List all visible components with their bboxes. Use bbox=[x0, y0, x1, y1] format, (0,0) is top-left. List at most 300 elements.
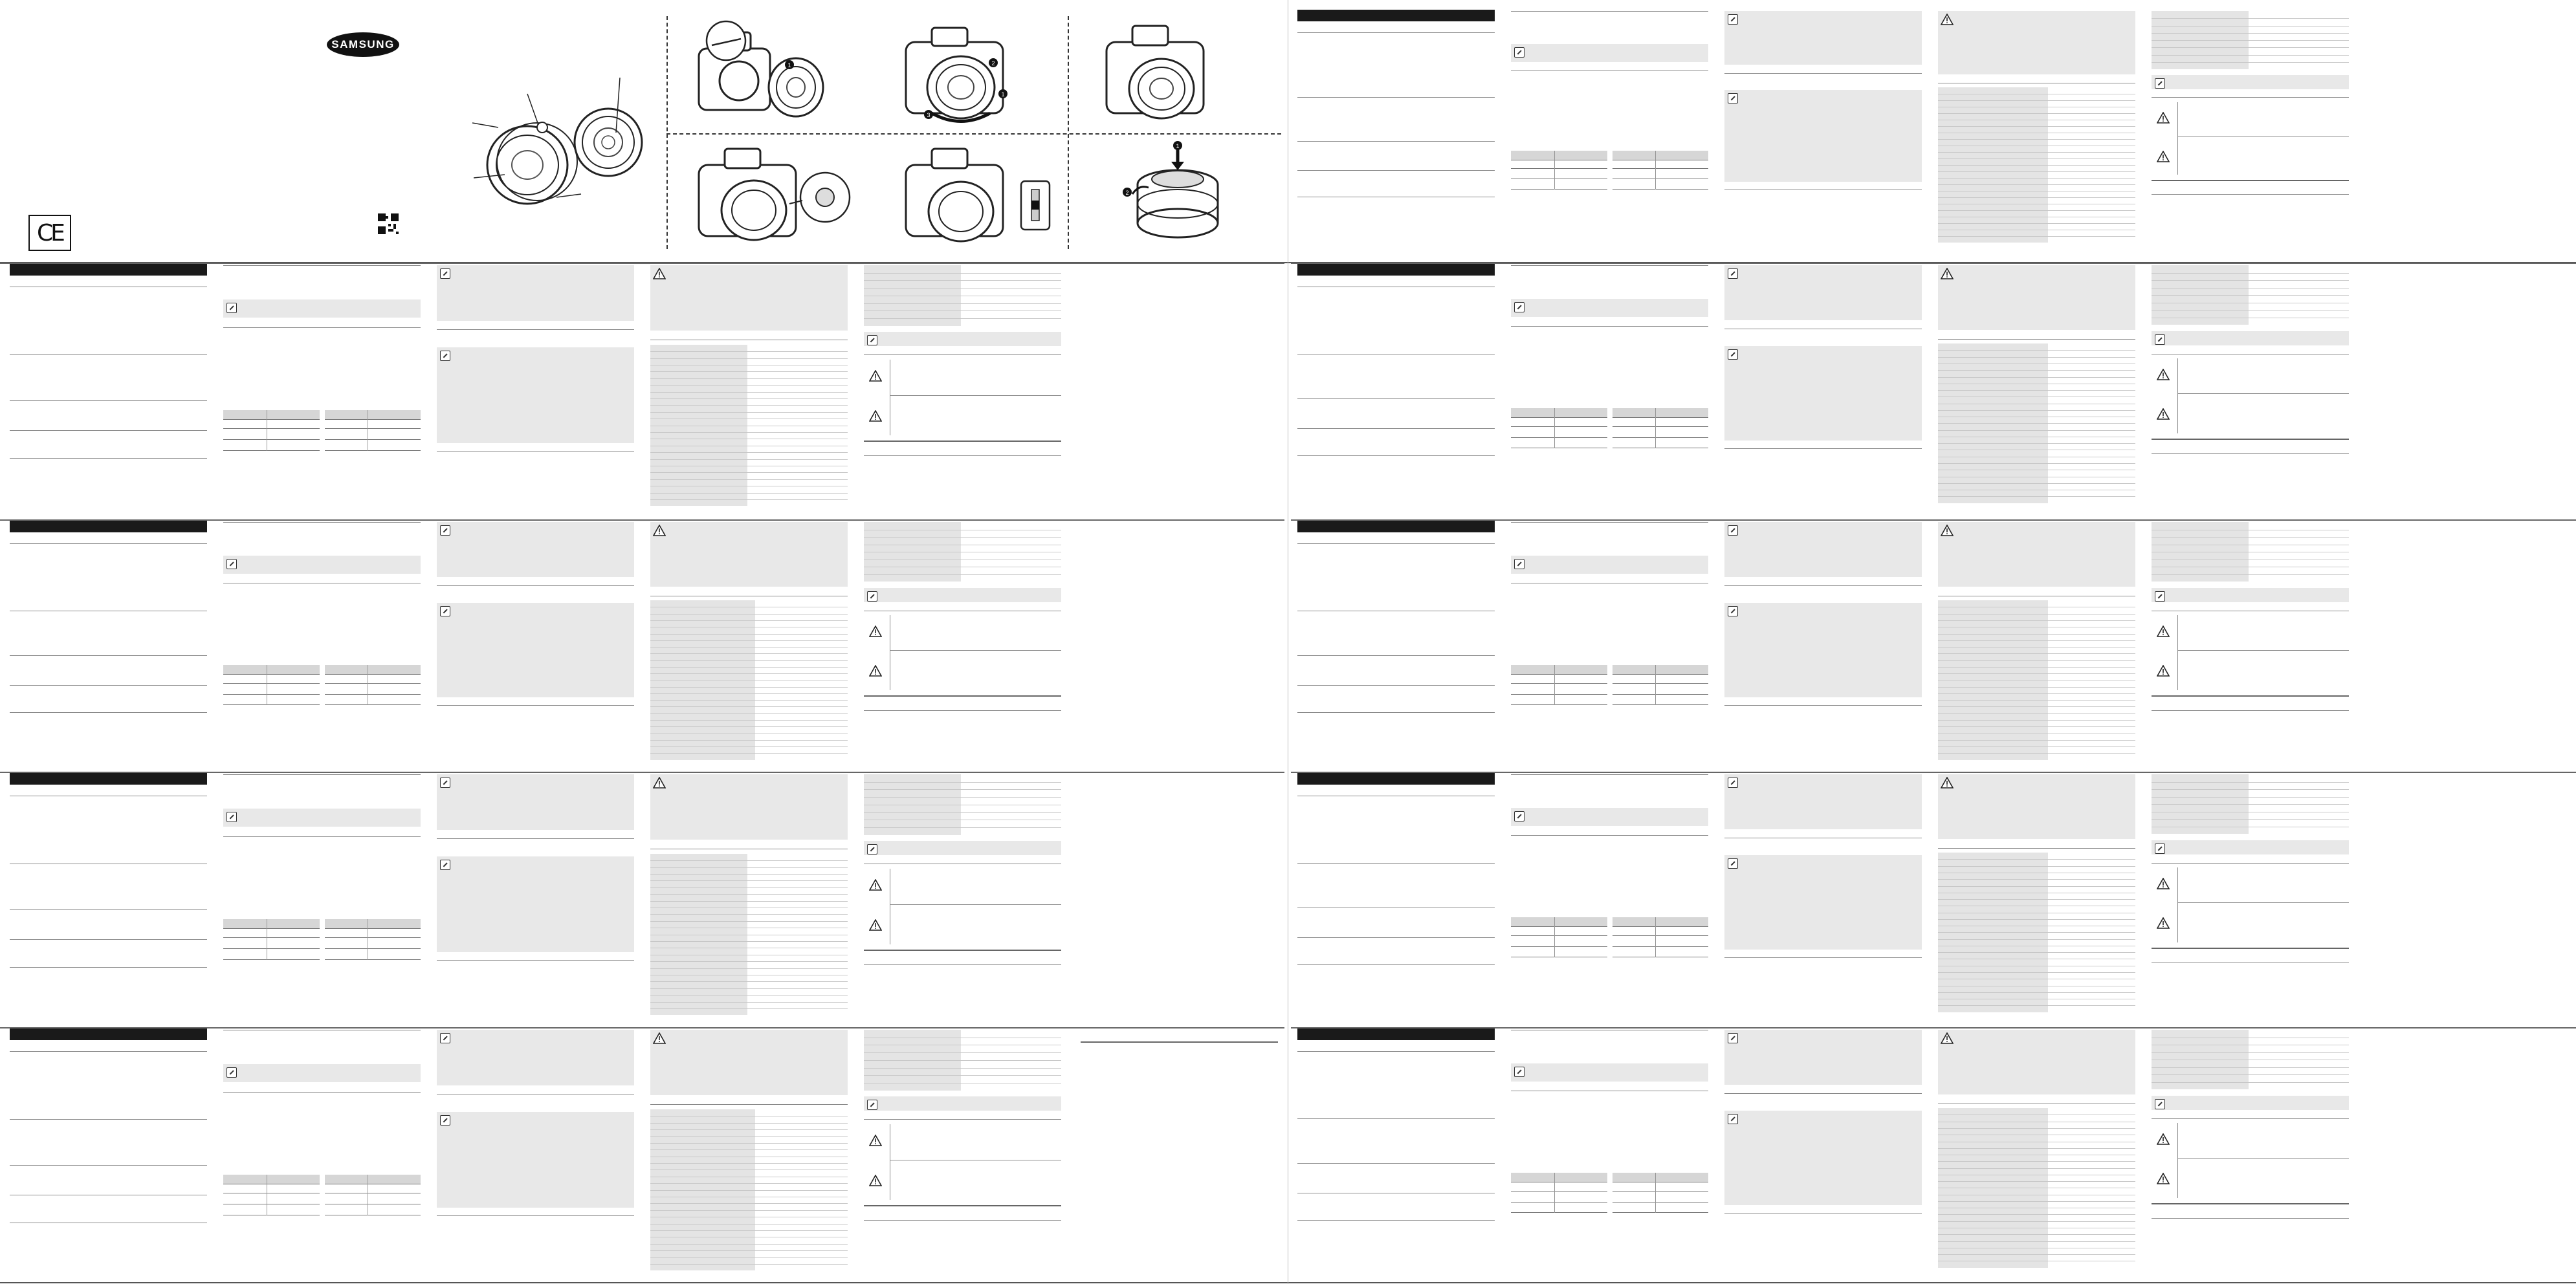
spec-table bbox=[650, 345, 848, 506]
panel-rule bbox=[223, 327, 421, 328]
spec-row-line bbox=[650, 392, 848, 393]
samsung-logo-text: SAMSUNG bbox=[331, 38, 395, 50]
table-line bbox=[1613, 189, 1709, 190]
caution-box bbox=[650, 774, 848, 840]
panel-rule bbox=[2152, 1203, 2349, 1204]
panel-rule bbox=[1938, 339, 2135, 340]
note-box bbox=[2152, 1096, 2349, 1110]
spec-row-line bbox=[2152, 47, 2349, 48]
spec-row-line bbox=[650, 634, 848, 635]
spec-row-line bbox=[1938, 660, 2135, 661]
warning-triangle-icon bbox=[2157, 408, 2170, 420]
panel-rule bbox=[1291, 1027, 2576, 1028]
spec-table bbox=[1938, 343, 2135, 503]
panel-rule bbox=[1297, 937, 1495, 938]
spec-row-line bbox=[1938, 158, 2135, 159]
table-line bbox=[223, 959, 320, 960]
spec-row-line bbox=[650, 1257, 848, 1258]
step-marker: 2 bbox=[991, 60, 995, 67]
note-box bbox=[1511, 44, 1708, 62]
spec-row-line bbox=[2152, 295, 2349, 296]
spec-row-line bbox=[650, 961, 848, 962]
panel-rule bbox=[1511, 265, 1708, 266]
warning-triangle-icon bbox=[869, 626, 882, 637]
section-title-bar bbox=[1297, 10, 1495, 21]
spec-row-line bbox=[1938, 740, 2135, 741]
spec-row-line bbox=[1938, 919, 2135, 920]
panel-rule bbox=[864, 964, 1061, 965]
warning-triangle-icon bbox=[1941, 14, 1954, 25]
table-line bbox=[223, 937, 320, 938]
table-header bbox=[1613, 151, 1709, 160]
spec-row-line bbox=[1938, 1168, 2135, 1169]
panel-rule bbox=[1291, 519, 2576, 521]
spec-row-line bbox=[650, 371, 848, 372]
warning-triangle-icon bbox=[2157, 1173, 2170, 1184]
warning-triangle-icon bbox=[869, 410, 882, 422]
spec-row-line bbox=[1938, 1128, 2135, 1129]
note-box bbox=[2152, 331, 2349, 345]
warning-triangle-icon bbox=[2157, 878, 2170, 889]
spec-row-line bbox=[1938, 1254, 2135, 1255]
spec-row-line bbox=[1938, 430, 2135, 431]
note-icon bbox=[2155, 591, 2165, 602]
caution-box bbox=[1938, 1030, 2135, 1094]
note-icon bbox=[1728, 1114, 1738, 1124]
table-line bbox=[1613, 168, 1709, 169]
table-line bbox=[223, 674, 320, 675]
spec-row-line bbox=[1938, 357, 2135, 358]
ce-mark: CE bbox=[28, 215, 71, 251]
note-icon bbox=[1728, 268, 1738, 279]
spec-row-line bbox=[1938, 879, 2135, 880]
note-icon bbox=[1514, 47, 1525, 58]
panel-rule bbox=[2177, 393, 2349, 394]
spec-row-line bbox=[650, 378, 848, 379]
spec-row-line bbox=[1938, 1221, 2135, 1222]
panel-rule bbox=[1297, 455, 1495, 456]
panel-rule bbox=[1297, 863, 1495, 864]
spec-row-line bbox=[650, 1183, 848, 1184]
note-box bbox=[864, 332, 1061, 346]
note-box bbox=[2152, 840, 2349, 854]
spec-row-line bbox=[864, 797, 1061, 798]
note-icon bbox=[1728, 606, 1738, 616]
spec-row-line bbox=[2152, 537, 2349, 538]
panel-rule bbox=[864, 441, 1061, 442]
note-icon bbox=[1728, 14, 1738, 25]
table-line bbox=[325, 959, 421, 960]
spec-row-line bbox=[650, 726, 848, 727]
table-line bbox=[325, 704, 421, 705]
spec-row-line bbox=[650, 1203, 848, 1204]
spec-row-line bbox=[650, 1264, 848, 1265]
spec-row-line bbox=[650, 1008, 848, 1009]
table-line bbox=[223, 928, 320, 929]
panel-rule bbox=[1297, 170, 1495, 171]
table-line bbox=[325, 937, 421, 938]
spec-row-line bbox=[864, 280, 1061, 281]
note-icon bbox=[1514, 302, 1525, 312]
caution-divider bbox=[2177, 102, 2178, 175]
table-line bbox=[1511, 674, 1607, 675]
spec-row-line bbox=[650, 700, 848, 701]
table-header bbox=[1613, 665, 1709, 674]
spec-row-line bbox=[1938, 126, 2135, 127]
spec-row-line bbox=[650, 620, 848, 621]
panel-rule bbox=[890, 650, 1061, 651]
warning-triangle-icon bbox=[869, 919, 882, 931]
panel-rule bbox=[2177, 902, 2349, 903]
note-box bbox=[437, 347, 634, 443]
spec-row-line bbox=[1938, 726, 2135, 727]
caution-box bbox=[1938, 11, 2135, 74]
spec-table bbox=[2152, 522, 2349, 582]
spec-row-line bbox=[1938, 753, 2135, 754]
spec-row-line bbox=[1938, 223, 2135, 224]
caution-box bbox=[650, 522, 848, 587]
panel-rule bbox=[1511, 522, 1708, 523]
spec-row-line bbox=[2152, 1074, 2349, 1075]
section-title-bar bbox=[1297, 264, 1495, 276]
step-marker: 1 bbox=[787, 62, 791, 69]
spec-row-line bbox=[1938, 1234, 2135, 1235]
spec-row-line bbox=[2152, 819, 2349, 820]
table-line bbox=[1511, 926, 1607, 927]
warning-triangle-icon bbox=[1941, 268, 1954, 279]
spec-row-line bbox=[1938, 377, 2135, 378]
warning-triangle-icon bbox=[2157, 1133, 2170, 1145]
spec-row-line bbox=[2152, 1067, 2349, 1068]
spec-table bbox=[2152, 11, 2349, 69]
table-line bbox=[223, 948, 320, 949]
spec-table bbox=[2152, 265, 2349, 325]
panel-rule bbox=[1511, 835, 1708, 836]
warning-triangle-icon bbox=[2157, 369, 2170, 380]
warning-triangle-icon bbox=[1941, 1032, 1954, 1044]
panel-rule bbox=[1297, 1163, 1495, 1164]
spec-row-line bbox=[1938, 859, 2135, 860]
note-box bbox=[1511, 808, 1708, 826]
warning-triangle-icon bbox=[2157, 626, 2170, 637]
panel-rule bbox=[864, 1119, 1061, 1120]
spec-row-line bbox=[650, 914, 848, 915]
table-header bbox=[325, 410, 421, 419]
section-title-bar bbox=[1297, 1028, 1495, 1040]
panel-rule bbox=[1297, 543, 1495, 544]
spec-row-line bbox=[1938, 139, 2135, 140]
table-line bbox=[325, 439, 421, 440]
table-line bbox=[325, 428, 421, 429]
camera-lens-attach-illustration bbox=[692, 16, 835, 129]
caution-divider bbox=[2177, 867, 2178, 942]
warning-triangle-icon bbox=[2157, 112, 2170, 124]
table-line bbox=[1613, 946, 1709, 947]
spec-row-line bbox=[2152, 1082, 2349, 1083]
table-header bbox=[223, 410, 320, 419]
panel-rule bbox=[437, 705, 634, 706]
note-box bbox=[437, 603, 634, 697]
spec-row-line bbox=[1938, 370, 2135, 371]
caution-box bbox=[1938, 522, 2135, 587]
spec-row-line bbox=[2152, 33, 2349, 34]
table-line bbox=[1613, 1191, 1709, 1192]
note-box bbox=[1724, 603, 1922, 697]
spec-row-line bbox=[1938, 1148, 2135, 1149]
spec-row-line bbox=[2152, 574, 2349, 575]
table-header bbox=[325, 1175, 421, 1184]
table-divider bbox=[1655, 917, 1656, 957]
spec-table bbox=[2152, 1030, 2349, 1089]
note-box bbox=[223, 1064, 421, 1082]
spec-row-line bbox=[1938, 496, 2135, 497]
spec-row-line bbox=[864, 537, 1061, 538]
panel-rule bbox=[2152, 948, 2349, 949]
panel-rule bbox=[10, 400, 207, 401]
spec-row-line bbox=[1938, 152, 2135, 153]
spec-row-line bbox=[864, 1052, 1061, 1053]
spec-row-line bbox=[1938, 693, 2135, 694]
panel-rule bbox=[10, 655, 207, 656]
table-header bbox=[1511, 408, 1607, 417]
panel-rule bbox=[223, 774, 421, 775]
table-line bbox=[325, 674, 421, 675]
note-box bbox=[1724, 1030, 1922, 1085]
table-header bbox=[223, 919, 320, 928]
note-icon bbox=[440, 778, 450, 788]
note-box bbox=[864, 588, 1061, 602]
panel-rule bbox=[10, 967, 207, 968]
note-box bbox=[1724, 1111, 1922, 1205]
table-line bbox=[223, 694, 320, 695]
table-line bbox=[1511, 417, 1607, 418]
spec-row-line bbox=[2152, 782, 2349, 783]
spec-row-line bbox=[650, 1123, 848, 1124]
panel-rule bbox=[1297, 655, 1495, 656]
spec-table bbox=[650, 854, 848, 1016]
spec-row-line bbox=[650, 874, 848, 875]
table-line bbox=[1613, 674, 1709, 675]
step-marker: 2 bbox=[1125, 190, 1129, 196]
spec-row-line bbox=[864, 318, 1061, 319]
spec-row-line bbox=[650, 459, 848, 460]
spec-row-line bbox=[650, 867, 848, 868]
note-box bbox=[1724, 11, 1922, 65]
spec-row-line bbox=[864, 1075, 1061, 1076]
note-icon bbox=[1728, 778, 1738, 788]
note-icon bbox=[1728, 525, 1738, 536]
spec-table bbox=[1938, 87, 2135, 243]
note-box bbox=[1724, 774, 1922, 829]
spec-row-line bbox=[650, 1129, 848, 1130]
note-icon bbox=[1514, 1067, 1525, 1077]
warning-triangle-icon bbox=[653, 525, 666, 536]
panel-rule bbox=[1297, 685, 1495, 686]
panel-rule bbox=[890, 904, 1061, 905]
spec-table bbox=[864, 522, 1061, 582]
table-divider bbox=[1554, 151, 1555, 190]
spec-row-line bbox=[650, 1190, 848, 1191]
note-icon bbox=[867, 591, 877, 602]
table-line bbox=[223, 439, 320, 440]
spec-row-line bbox=[2152, 40, 2349, 41]
note-box bbox=[1724, 855, 1922, 950]
spec-row-line bbox=[864, 1068, 1061, 1069]
spec-table bbox=[1938, 600, 2135, 759]
spec-row-line bbox=[1938, 463, 2135, 464]
illustration-grid-divider bbox=[1068, 16, 1069, 249]
illustration-grid-divider bbox=[666, 16, 668, 249]
panel-rule bbox=[864, 695, 1061, 697]
warning-triangle-icon bbox=[653, 268, 666, 279]
camera-with-lens-illustration bbox=[1100, 16, 1229, 129]
spec-row-line bbox=[650, 351, 848, 352]
panel-rule bbox=[650, 1104, 848, 1105]
note-icon bbox=[440, 525, 450, 536]
spec-row-line bbox=[1938, 687, 2135, 688]
spec-row-line bbox=[1938, 165, 2135, 166]
spec-row-line bbox=[1938, 236, 2135, 237]
spec-row-line bbox=[1938, 932, 2135, 933]
table-header bbox=[1511, 1173, 1607, 1182]
panel-rule bbox=[890, 395, 1061, 396]
note-icon bbox=[226, 812, 237, 822]
spec-row-line bbox=[864, 574, 1061, 575]
spec-row-line bbox=[1938, 210, 2135, 211]
spec-row-line bbox=[1938, 620, 2135, 621]
spec-row-line bbox=[2152, 804, 2349, 805]
warning-triangle-icon bbox=[1941, 777, 1954, 789]
panel-rule bbox=[2152, 695, 2349, 697]
spec-row-line bbox=[650, 614, 848, 615]
table-line bbox=[325, 694, 421, 695]
spec-row-line bbox=[1938, 350, 2135, 351]
spec-row-line bbox=[1938, 1201, 2135, 1202]
spec-row-line bbox=[1938, 178, 2135, 179]
spec-row-line bbox=[1938, 100, 2135, 101]
spec-row-line bbox=[650, 432, 848, 433]
table-header bbox=[1511, 665, 1607, 674]
spec-row-line bbox=[650, 412, 848, 413]
spec-row-line bbox=[1938, 483, 2135, 484]
panel-rule bbox=[2152, 1218, 2349, 1219]
rear-cap-illustration bbox=[1119, 139, 1236, 249]
spec-row-line bbox=[1938, 972, 2135, 973]
note-box bbox=[2152, 588, 2349, 602]
table-line bbox=[1613, 694, 1709, 695]
table-line bbox=[223, 683, 320, 684]
table-header bbox=[1613, 917, 1709, 926]
spec-row-line bbox=[1938, 1214, 2135, 1215]
table-line bbox=[223, 419, 320, 420]
note-icon bbox=[1728, 93, 1738, 103]
panel-rule bbox=[2177, 1158, 2349, 1159]
panel-rule bbox=[1081, 1041, 1278, 1043]
panel-rule bbox=[437, 838, 634, 839]
spec-row-line bbox=[1938, 673, 2135, 674]
table-line bbox=[223, 704, 320, 705]
panel-rule bbox=[1724, 957, 1922, 958]
panel-rule bbox=[864, 1205, 1061, 1206]
spec-row-line bbox=[650, 995, 848, 996]
warning-triangle-icon bbox=[869, 1135, 882, 1146]
spec-row-line bbox=[650, 968, 848, 969]
table-header bbox=[1613, 408, 1709, 417]
panel-rule bbox=[2152, 439, 2349, 440]
spec-row-line bbox=[650, 746, 848, 747]
panel-rule bbox=[0, 1027, 1284, 1028]
note-box bbox=[1724, 346, 1922, 441]
panel-rule bbox=[10, 1119, 207, 1120]
note-box bbox=[1724, 522, 1922, 577]
panel-rule bbox=[10, 1165, 207, 1166]
table-line bbox=[223, 428, 320, 429]
note-box bbox=[1511, 1063, 1708, 1082]
panel-rule bbox=[1297, 1220, 1495, 1221]
table-line bbox=[325, 948, 421, 949]
panel-rule bbox=[2152, 194, 2349, 195]
spec-table bbox=[2152, 774, 2349, 834]
table-line bbox=[1511, 426, 1607, 427]
panel-rule bbox=[10, 939, 207, 940]
warning-triangle-icon bbox=[869, 665, 882, 677]
table-line bbox=[223, 450, 320, 451]
spec-row-line bbox=[1938, 653, 2135, 654]
spec-row-line bbox=[650, 894, 848, 895]
spec-table bbox=[650, 1109, 848, 1271]
spec-row-line bbox=[650, 667, 848, 668]
panel-rule bbox=[0, 772, 1284, 773]
spec-row-line bbox=[2152, 62, 2349, 63]
spec-row-line bbox=[2152, 273, 2349, 274]
panel-rule bbox=[1724, 73, 1922, 74]
table-line bbox=[325, 928, 421, 929]
warning-triangle-icon bbox=[869, 370, 882, 382]
warning-triangle-icon bbox=[2157, 151, 2170, 162]
note-icon bbox=[2155, 843, 2165, 854]
table-header bbox=[325, 665, 421, 674]
spec-table bbox=[650, 600, 848, 759]
panel-rule bbox=[1297, 141, 1495, 142]
spec-row-line bbox=[650, 673, 848, 674]
note-icon bbox=[867, 1100, 877, 1110]
spec-row-line bbox=[864, 789, 1061, 790]
panel-rule bbox=[10, 1051, 207, 1052]
panel-rule bbox=[2152, 710, 2349, 711]
spec-row-line bbox=[1938, 410, 2135, 411]
spec-row-line bbox=[1938, 171, 2135, 172]
spec-row-line bbox=[650, 713, 848, 714]
compat-table bbox=[1511, 151, 1708, 190]
compat-table bbox=[223, 410, 421, 450]
spec-row-line bbox=[1938, 184, 2135, 185]
table-line bbox=[1613, 926, 1709, 927]
lens-release-button-illustration bbox=[692, 139, 867, 246]
table-line bbox=[1511, 1212, 1607, 1213]
note-icon bbox=[1728, 1033, 1738, 1043]
spec-row-line bbox=[1938, 899, 2135, 900]
caution-box bbox=[650, 1030, 848, 1095]
spec-row-line bbox=[864, 310, 1061, 311]
caution-box bbox=[1938, 774, 2135, 839]
samsung-logo bbox=[327, 32, 399, 57]
section-title-bar bbox=[1297, 773, 1495, 785]
panel-rule bbox=[864, 1220, 1061, 1221]
spec-row-line bbox=[650, 1136, 848, 1137]
section-title-bar bbox=[10, 264, 207, 276]
spec-row-line bbox=[1938, 634, 2135, 635]
note-icon bbox=[1514, 559, 1525, 569]
